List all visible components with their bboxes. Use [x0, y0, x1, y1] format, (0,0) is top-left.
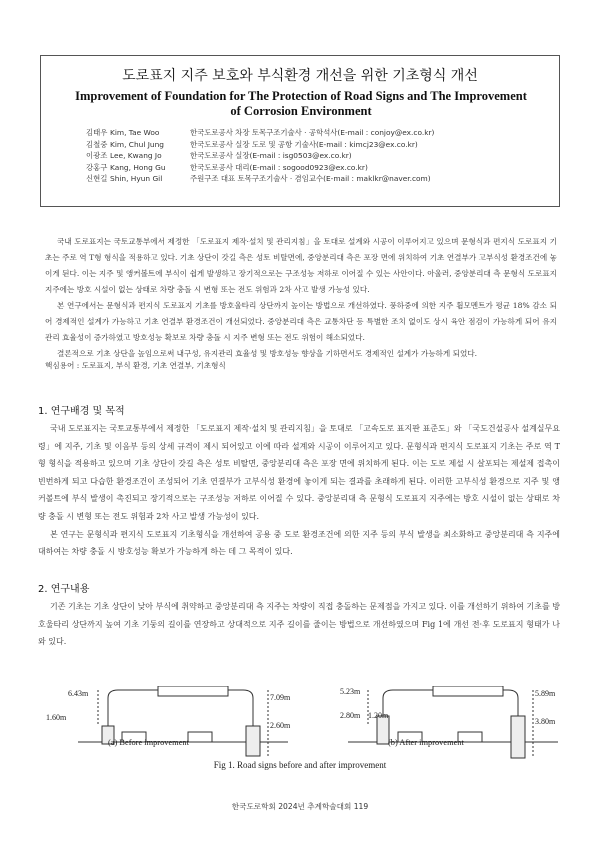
- dimension-label: 6.43m: [68, 689, 89, 698]
- author-affiliation: 주원구조 대표 토목구조기술사 · 겸임교수(E-mail : maklkr@naver.com): [190, 174, 431, 183]
- body-paragraph: 본 연구는 문형식과 편지식 도로표지 기초형식을 개선하여 공용 중 도로 환경조건에 의한 지주 등의 부식 발생을 최소화하고 중앙분리대 측 지주에 대하여는 차량 충돌 시 방호성능 확보가 가능하게 하는 데 그 목적이 있다.: [38, 529, 560, 557]
- sign-panel-after: [433, 686, 503, 696]
- keywords: 핵심용어 : 도로표지, 부식 환경, 기초 연결부, 기초형식: [45, 361, 226, 370]
- subfigure-label: (a) Before improvement: [108, 738, 189, 747]
- dimension-label: 1.60m: [46, 713, 67, 722]
- abstract: [45, 234, 557, 362]
- author-row: [86, 139, 556, 151]
- author-affiliation: 한국도로공사 실장(E-mail : isg0503@ex.co.kr): [190, 151, 352, 160]
- body-paragraph: 국내 도로표지는 국토교통부에서 제정한 「도로표지 제작·설치 및 관리지침」을 토대로 「고속도로 표지판 표준도」와 「국도건설공사 설계실무요령」에 지주, 기초 및 이음부 등의 상세 규격이 제시 되어있고 이에 따라 설계와 시공이 이루어지고 있다. 문형식과 편지식 도로표지 기초는 주로 역 T형 형식을 적용하고 있으며 기초 상단이 갓길 측은 성토 비탈면, 중앙분리대 측은 포장 면에 위치하게 된다. 이는 도로 제설 시 살포되는 제설제 접촉이 빈번하게 되고 다습한 환경조건이 조성되어 기초 연결부가 고부식성 환경에 놓이게 되는 결과를 초래하게 된다. 이러한 고부식성 환경으로 지주 및 앵커볼트에 부식 발생이 촉진되고 장기적으로는 구조성능 저하로 이어질 수 있다. 중앙분리대 측 문형식 도로표지 지주에는 방호 시설이 없는 상태로 차량 충돌 시 변형 또는 전도 위험과 2차 사고 발생 가능성이 있다.: [38, 424, 560, 521]
- author-name-ko: 이광조: [86, 151, 108, 160]
- dimension-label: 7.09m: [270, 693, 291, 702]
- author-name-en: Kim, Tae Woo: [110, 128, 160, 137]
- page-footer: 한국도로학회 2024년 추계학술대회 119: [231, 802, 369, 811]
- abstract-paragraph: 국내 도로표지는 국토교통부에서 제정한 「도로표지 제작·설치 및 관리지침」을 토대로 설계와 시공이 이루어지고 있으며 문형식과 편지식 도로표지 기초는 주로 역 T형 형식을 적용하고 있다. 기초 상단이 갓길 측은 성토 비탈면에, 중앙분리대 측은 포장 면에 위치하여 기초 연결부가 고부식성 환경조건에 놓이게 된다. 이는 지주 및 앵커볼트에 부식이 쉽게 발생하고 장기적으로는 구조성능 저하로 이어질 수 있는 사안이다. 아울러, 중앙분리대 측 문형식 도로표지 지주에는 방호 시설이 없는 상태로 차량 충돌 시 변형 또는 전도 위험과 2차 사고 발생 가능성 있다.: [45, 237, 557, 294]
- author-name-en: Shin, Hyun Gil: [110, 174, 163, 183]
- author-name-ko: 김태우: [86, 128, 108, 137]
- abstract-paragraph: 본 연구에서는 문형식과 편지식 도로표지 기초를 방호울타리 상단까지 높이는 방법으로 개선하였다. 풍하중에 의한 지주 휨모멘트가 평균 18% 감소 되어 경제적인 설계가 가능하고 기초 연결부 환경조건이 개선되었다. 중앙분리대 측은 교통차단 등 특별한 조치 없이도 상시 육안 점검이 가능하게 되어 유지관리 효율성이 증가하였고 방호성능 확보로 차량 충돌 시 지주 변형 또는 전도 위험이 해소되었다.: [45, 301, 557, 342]
- author-row: [86, 173, 556, 185]
- title-korean: 도로표지 지주 보호와 부식환경 개선을 위한 기초형식 개선: [122, 68, 478, 84]
- title-box: [40, 55, 560, 207]
- section-body: [38, 598, 560, 651]
- dimension-label: 1.20m: [368, 711, 389, 720]
- dimension-label: 5.23m: [340, 687, 361, 696]
- author-row: [86, 127, 556, 139]
- title-english: Improvement of Foundation for The Protection of Road Signs and The Improvement of Corrosion Environment: [75, 89, 527, 118]
- section-body: [38, 420, 560, 561]
- figure: [38, 686, 568, 786]
- subfigure-label: (b) After improvement: [388, 738, 464, 747]
- foundation-right-before: [246, 726, 260, 756]
- body-paragraph: 기존 기초는 기초 상단이 낮아 부식에 취약하고 중앙분리대 측 지주는 차량이 직접 충돌하는 문제점을 가지고 있다. 이를 개선하기 위하여 기초를 방호울타리 상단까지 높여 기초 기둥의 길이를 연장하고 상대적으로 지주 길이를 줄이는 방법으로 개선하였으며 Fig 1에 개선 전·후 도로표지 형태가 나와 있다.: [38, 602, 560, 647]
- section-heading: 1. 연구배경 및 목적: [38, 406, 125, 417]
- dimension-label: 3.80m: [535, 717, 556, 726]
- author-name-ko: 강홍구: [86, 162, 108, 172]
- author-name-en: Lee, Kwang Jo: [110, 151, 162, 160]
- author-name-en: Kim, Chul Jung: [110, 139, 164, 149]
- dimension-label: 2.80m: [340, 711, 361, 720]
- road-sign-diagram: [38, 686, 568, 786]
- dimension-label: 5.89m: [535, 689, 556, 698]
- author-row: [86, 162, 556, 174]
- section-heading: 2. 연구내용: [38, 584, 90, 595]
- author-row: [86, 150, 556, 162]
- dimension-label: 2.60m: [270, 721, 291, 730]
- author-affiliation: 한국도로공사 대리(E-mail : sogood0923@ex.co.kr): [190, 162, 368, 172]
- figure-caption: Fig 1. Road signs before and after improvement: [213, 760, 387, 770]
- author-list: [86, 127, 556, 185]
- vehicle-before: [188, 732, 212, 742]
- author-name-ko: 신현길: [86, 174, 108, 183]
- author-affiliation: 한국도로공사 차장 토목구조기술사 · 공학석사(E-mail : conjoy@ex.co.kr): [190, 128, 435, 137]
- abstract-paragraph: 결론적으로 기초 상단을 높임으로써 내구성, 유지관리 효율성 및 방호성능 향상을 기하면서도 경제적인 설계가 가능하게 되었다.: [57, 349, 478, 358]
- author-affiliation: 한국도로공사 실장 도로 및 공항 기술사(E-mail : kimcj23@ex.co.kr): [190, 139, 418, 149]
- sign-panel-before: [158, 686, 228, 696]
- author-name-en: Kang, Hong Gu: [110, 162, 166, 172]
- author-name-ko: 김철중: [86, 139, 108, 149]
- foundation-right-after: [511, 716, 525, 758]
